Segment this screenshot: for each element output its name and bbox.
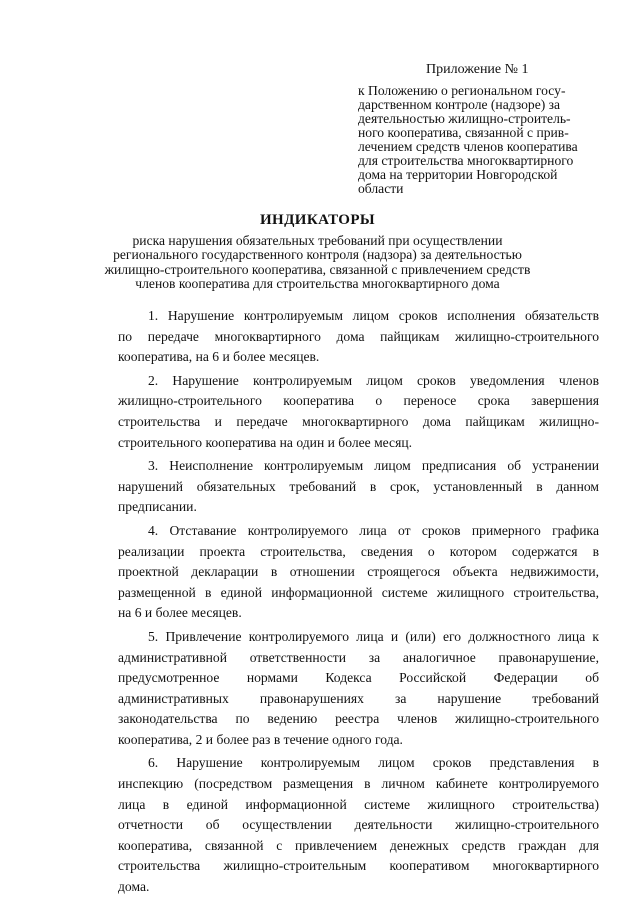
- item-line: нарушений обязательных требований в срок, установленный в данном: [118, 478, 599, 494]
- subtitle-line: жилищно-строительного кооператива, связанной с привлечением средств: [104, 261, 531, 277]
- item-line: по передаче многоквартирного дома пайщикам жилищно-строительного: [118, 328, 599, 344]
- item-line: жилищно-строительного кооператива о переносе срока завершения: [118, 393, 599, 409]
- appendix-line: ного кооператива, связанной с прив-: [358, 125, 569, 140]
- item-line: 5. Привлечение контролируемого лица и (или) его должностного лица к: [148, 628, 599, 644]
- appendix-line: для строительства многоквартирного: [358, 153, 574, 168]
- indicator-item-3: [118, 456, 599, 518]
- subtitle-line: риска нарушения обязательных требований при осуществлении: [132, 233, 503, 248]
- item-line: реализации проекта строительства, сведения о котором содержатся в: [118, 543, 599, 559]
- appendix-reference: [358, 84, 598, 196]
- item-line: лица в единой информационной системе жилищного строительства): [118, 796, 599, 812]
- item-line: административной ответственности за аналогичное правонарушение,: [118, 649, 599, 665]
- item-line: кооператива, на 6 и более месяцев.: [118, 349, 320, 365]
- subtitle-line: регионального государственного контроля (надзора) за деятельностью: [113, 247, 522, 263]
- appendix-number: Приложение № 1: [426, 62, 529, 77]
- appendix-line: деятельностью жилищно-строитель-: [358, 111, 571, 126]
- item-line: проектной декларации в отношении строящегося объекта недвижимости,: [118, 564, 599, 580]
- item-line: размещенной в единой информационной системе жилищного строительства,: [118, 584, 599, 600]
- item-line: административных правонарушениях за нарушение требований: [118, 690, 599, 706]
- item-line: 3. Неисполнение контролируемым лицом предписания об устранении: [148, 458, 599, 474]
- item-line: кооператива, связанной с привлечением денежных средств граждан для: [118, 837, 599, 853]
- indicator-item-6: [118, 753, 599, 897]
- item-line: кооператива, 2 и более раз в течение одного года.: [118, 731, 403, 747]
- item-line: законодательства по ведению реестра членов жилищно-строительного: [118, 711, 599, 727]
- item-line: дома.: [118, 879, 150, 895]
- item-line: предписании.: [118, 499, 197, 515]
- subtitle-line: членов кооператива для строительства многоквартирного дома: [135, 276, 500, 292]
- appendix-line: области: [358, 181, 404, 196]
- item-line: строительства и передаче многоквартирного дома пайщикам жилищно-: [118, 413, 599, 429]
- document-title: ИНДИКАТОРЫ: [259, 212, 376, 228]
- item-line: 4. Отставание контролируемого лица от сроков примерного графика: [148, 522, 599, 538]
- appendix-line: дарственном контроле (надзоре) за: [358, 97, 561, 112]
- indicator-item-5: [118, 627, 599, 751]
- indicator-item-1: [118, 306, 599, 368]
- document-subtitle: [0, 234, 635, 292]
- item-line: строительства жилищно-строительным кооперативом многоквартирного: [118, 858, 599, 874]
- item-line: инспекцию (посредством размещения в личном кабинете контролируемого: [118, 776, 599, 792]
- item-line: 6. Нарушение контролируемым лицом сроков представления в: [148, 755, 599, 771]
- item-line: строительного кооператива на один и более месяц.: [118, 434, 413, 450]
- appendix-line: дома на территории Новгородской: [358, 167, 558, 182]
- indicator-item-4: [118, 521, 599, 624]
- item-line: 2. Нарушение контролируемым лицом сроков уведомления членов: [148, 372, 599, 388]
- indicator-item-2: [118, 371, 599, 453]
- indicator-list: [118, 306, 599, 901]
- appendix-line: к Положению о региональном госу-: [358, 83, 566, 98]
- item-line: отчетности об осуществлении деятельности жилищно-строительного: [118, 817, 599, 833]
- item-line: 1. Нарушение контролируемым лицом сроков исполнения обязательств: [148, 308, 599, 323]
- appendix-line: лечением средств членов кооператива: [358, 139, 578, 154]
- item-line: предусмотренное нормами Кодекса Российской Федерации об: [118, 670, 599, 686]
- item-line: на 6 и более месяцев.: [118, 605, 242, 621]
